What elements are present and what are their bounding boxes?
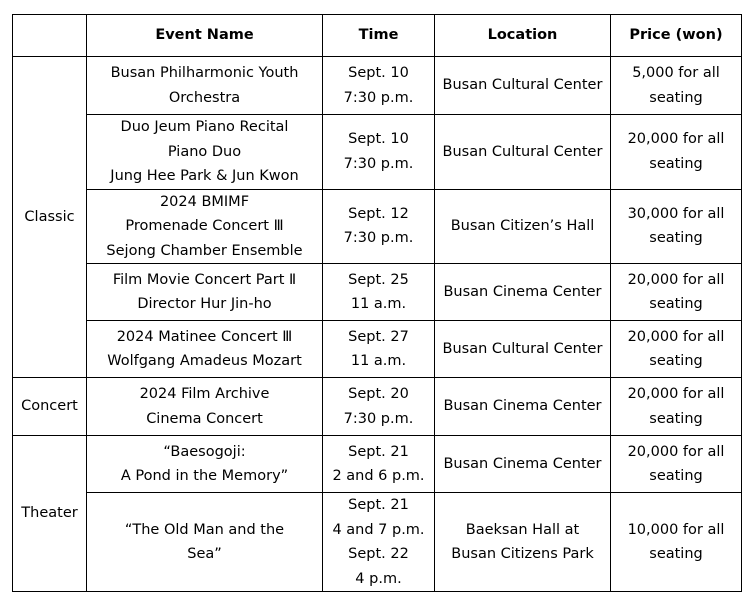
- event-name-cell: [87, 378, 323, 436]
- category-concert: Concert: [13, 378, 87, 436]
- header-event-name: Event Name: [87, 15, 323, 57]
- location-line: Busan Citizens Park: [451, 546, 594, 562]
- time-line: Sept. 20: [348, 386, 409, 402]
- price-line: seating: [649, 546, 703, 562]
- time-line: Sept. 10: [348, 131, 409, 148]
- event-name-cell: [87, 436, 323, 493]
- event-line: Sejong Chamber Ensemble: [106, 242, 303, 259]
- event-name-cell: [87, 115, 323, 190]
- time-cell: [323, 321, 435, 378]
- price-line: seating: [649, 230, 703, 247]
- time-line: Sept. 21: [348, 497, 409, 513]
- time-line: 11 a.m.: [350, 353, 407, 369]
- time-line: 7:30 p.m.: [343, 89, 414, 106]
- location-line: Baeksan Hall at: [465, 521, 580, 538]
- table-row: [13, 264, 742, 321]
- price-line: 5,000 for all: [632, 65, 720, 81]
- price-line: 20,000 for all: [627, 443, 725, 460]
- price-line: 30,000 for all: [627, 205, 725, 222]
- time-line: 7:30 p.m.: [343, 410, 414, 427]
- event-line: Cinema Concert: [146, 410, 263, 427]
- price-line: seating: [649, 155, 703, 172]
- event-name-cell: [87, 321, 323, 378]
- category-classic: Classic: [13, 57, 87, 378]
- location-cell: [435, 264, 611, 321]
- events-table: [12, 14, 742, 592]
- location-line: Busan Cultural Center: [442, 143, 603, 160]
- time-cell: [323, 436, 435, 493]
- price-line: 10,000 for all: [627, 521, 725, 538]
- table-row: [13, 378, 742, 436]
- location-line: Busan Cinema Center: [443, 283, 602, 300]
- price-cell: [611, 115, 742, 190]
- location-line: Busan Cinema Center: [443, 455, 602, 472]
- time-line: Sept. 22: [348, 546, 409, 562]
- event-line: Jung Hee Park & Jun Kwon: [110, 168, 299, 184]
- header-price: Price (won): [611, 15, 742, 57]
- price-cell: [611, 57, 742, 115]
- event-line: A Pond in the Memory”: [120, 468, 289, 484]
- time-cell: [323, 115, 435, 190]
- location-cell: [435, 436, 611, 493]
- event-line: Orchestra: [168, 89, 241, 106]
- location-cell: [435, 378, 611, 436]
- time-line: 7:30 p.m.: [343, 230, 414, 247]
- header-row: [13, 15, 742, 57]
- location-cell: [435, 321, 611, 378]
- price-line: 20,000 for all: [627, 386, 725, 402]
- category-theater: Theater: [13, 436, 87, 592]
- location-cell: [435, 189, 611, 264]
- event-line: 2024 Matinee Concert Ⅲ: [116, 328, 293, 345]
- price-line: seating: [649, 353, 703, 369]
- event-name-cell: [87, 57, 323, 115]
- event-line: Sea”: [187, 546, 222, 562]
- event-name-cell: [87, 189, 323, 264]
- event-line: 2024 BMIMF: [159, 193, 250, 210]
- time-line: Sept. 21: [348, 443, 409, 460]
- event-line: “Baesogoji:: [163, 443, 246, 460]
- price-cell: [611, 493, 742, 592]
- price-cell: [611, 189, 742, 264]
- price-line: 20,000 for all: [627, 328, 725, 345]
- price-line: 20,000 for all: [627, 271, 725, 288]
- price-cell: [611, 321, 742, 378]
- event-line: Promenade Concert Ⅲ: [125, 218, 284, 234]
- event-line: “The Old Man and the: [124, 521, 285, 538]
- time-line: Sept. 12: [348, 205, 409, 222]
- price-cell: [611, 436, 742, 493]
- price-line: seating: [649, 468, 703, 484]
- time-line: Sept. 10: [348, 65, 409, 81]
- event-line: Busan Philharmonic Youth: [110, 65, 299, 81]
- time-line: 4 p.m.: [355, 570, 402, 587]
- location-line: Busan Cultural Center: [442, 77, 603, 94]
- price-cell: [611, 378, 742, 436]
- event-line: 2024 Film Archive: [139, 386, 270, 402]
- price-line: 20,000 for all: [627, 131, 725, 148]
- price-cell: [611, 264, 742, 321]
- table-row: [13, 115, 742, 190]
- time-cell: [323, 189, 435, 264]
- event-line: Wolfgang Amadeus Mozart: [107, 353, 302, 369]
- table-row: [13, 436, 742, 493]
- table-row: [13, 57, 742, 115]
- price-line: seating: [649, 89, 703, 106]
- event-line: Director Hur Jin-ho: [137, 296, 272, 312]
- time-line: 7:30 p.m.: [343, 155, 414, 172]
- location-cell: [435, 57, 611, 115]
- event-line: Film Movie Concert Part Ⅱ: [112, 271, 297, 288]
- event-name-cell: [87, 493, 323, 592]
- time-cell: [323, 493, 435, 592]
- event-name-cell: [87, 264, 323, 321]
- time-line: 4 and 7 p.m.: [332, 521, 425, 538]
- header-location: Location: [435, 15, 611, 57]
- location-cell: [435, 493, 611, 592]
- location-cell: [435, 115, 611, 190]
- location-line: Busan Citizen’s Hall: [450, 218, 595, 234]
- location-line: Busan Cinema Center: [443, 398, 602, 415]
- price-line: seating: [649, 296, 703, 312]
- time-cell: [323, 264, 435, 321]
- location-line: Busan Cultural Center: [442, 340, 603, 357]
- table-row: [13, 493, 742, 592]
- time-cell: [323, 378, 435, 436]
- table-row: [13, 189, 742, 264]
- time-line: 11 a.m.: [350, 296, 407, 312]
- event-line: Piano Duo: [167, 143, 242, 160]
- event-line: Duo Jeum Piano Recital: [120, 119, 289, 135]
- time-cell: [323, 57, 435, 115]
- time-line: Sept. 27: [348, 328, 409, 345]
- header-time: Time: [323, 15, 435, 57]
- time-line: Sept. 25: [348, 271, 409, 288]
- price-line: seating: [649, 410, 703, 427]
- header-category: [13, 15, 87, 57]
- time-line: 2 and 6 p.m.: [332, 468, 425, 484]
- table-row: [13, 321, 742, 378]
